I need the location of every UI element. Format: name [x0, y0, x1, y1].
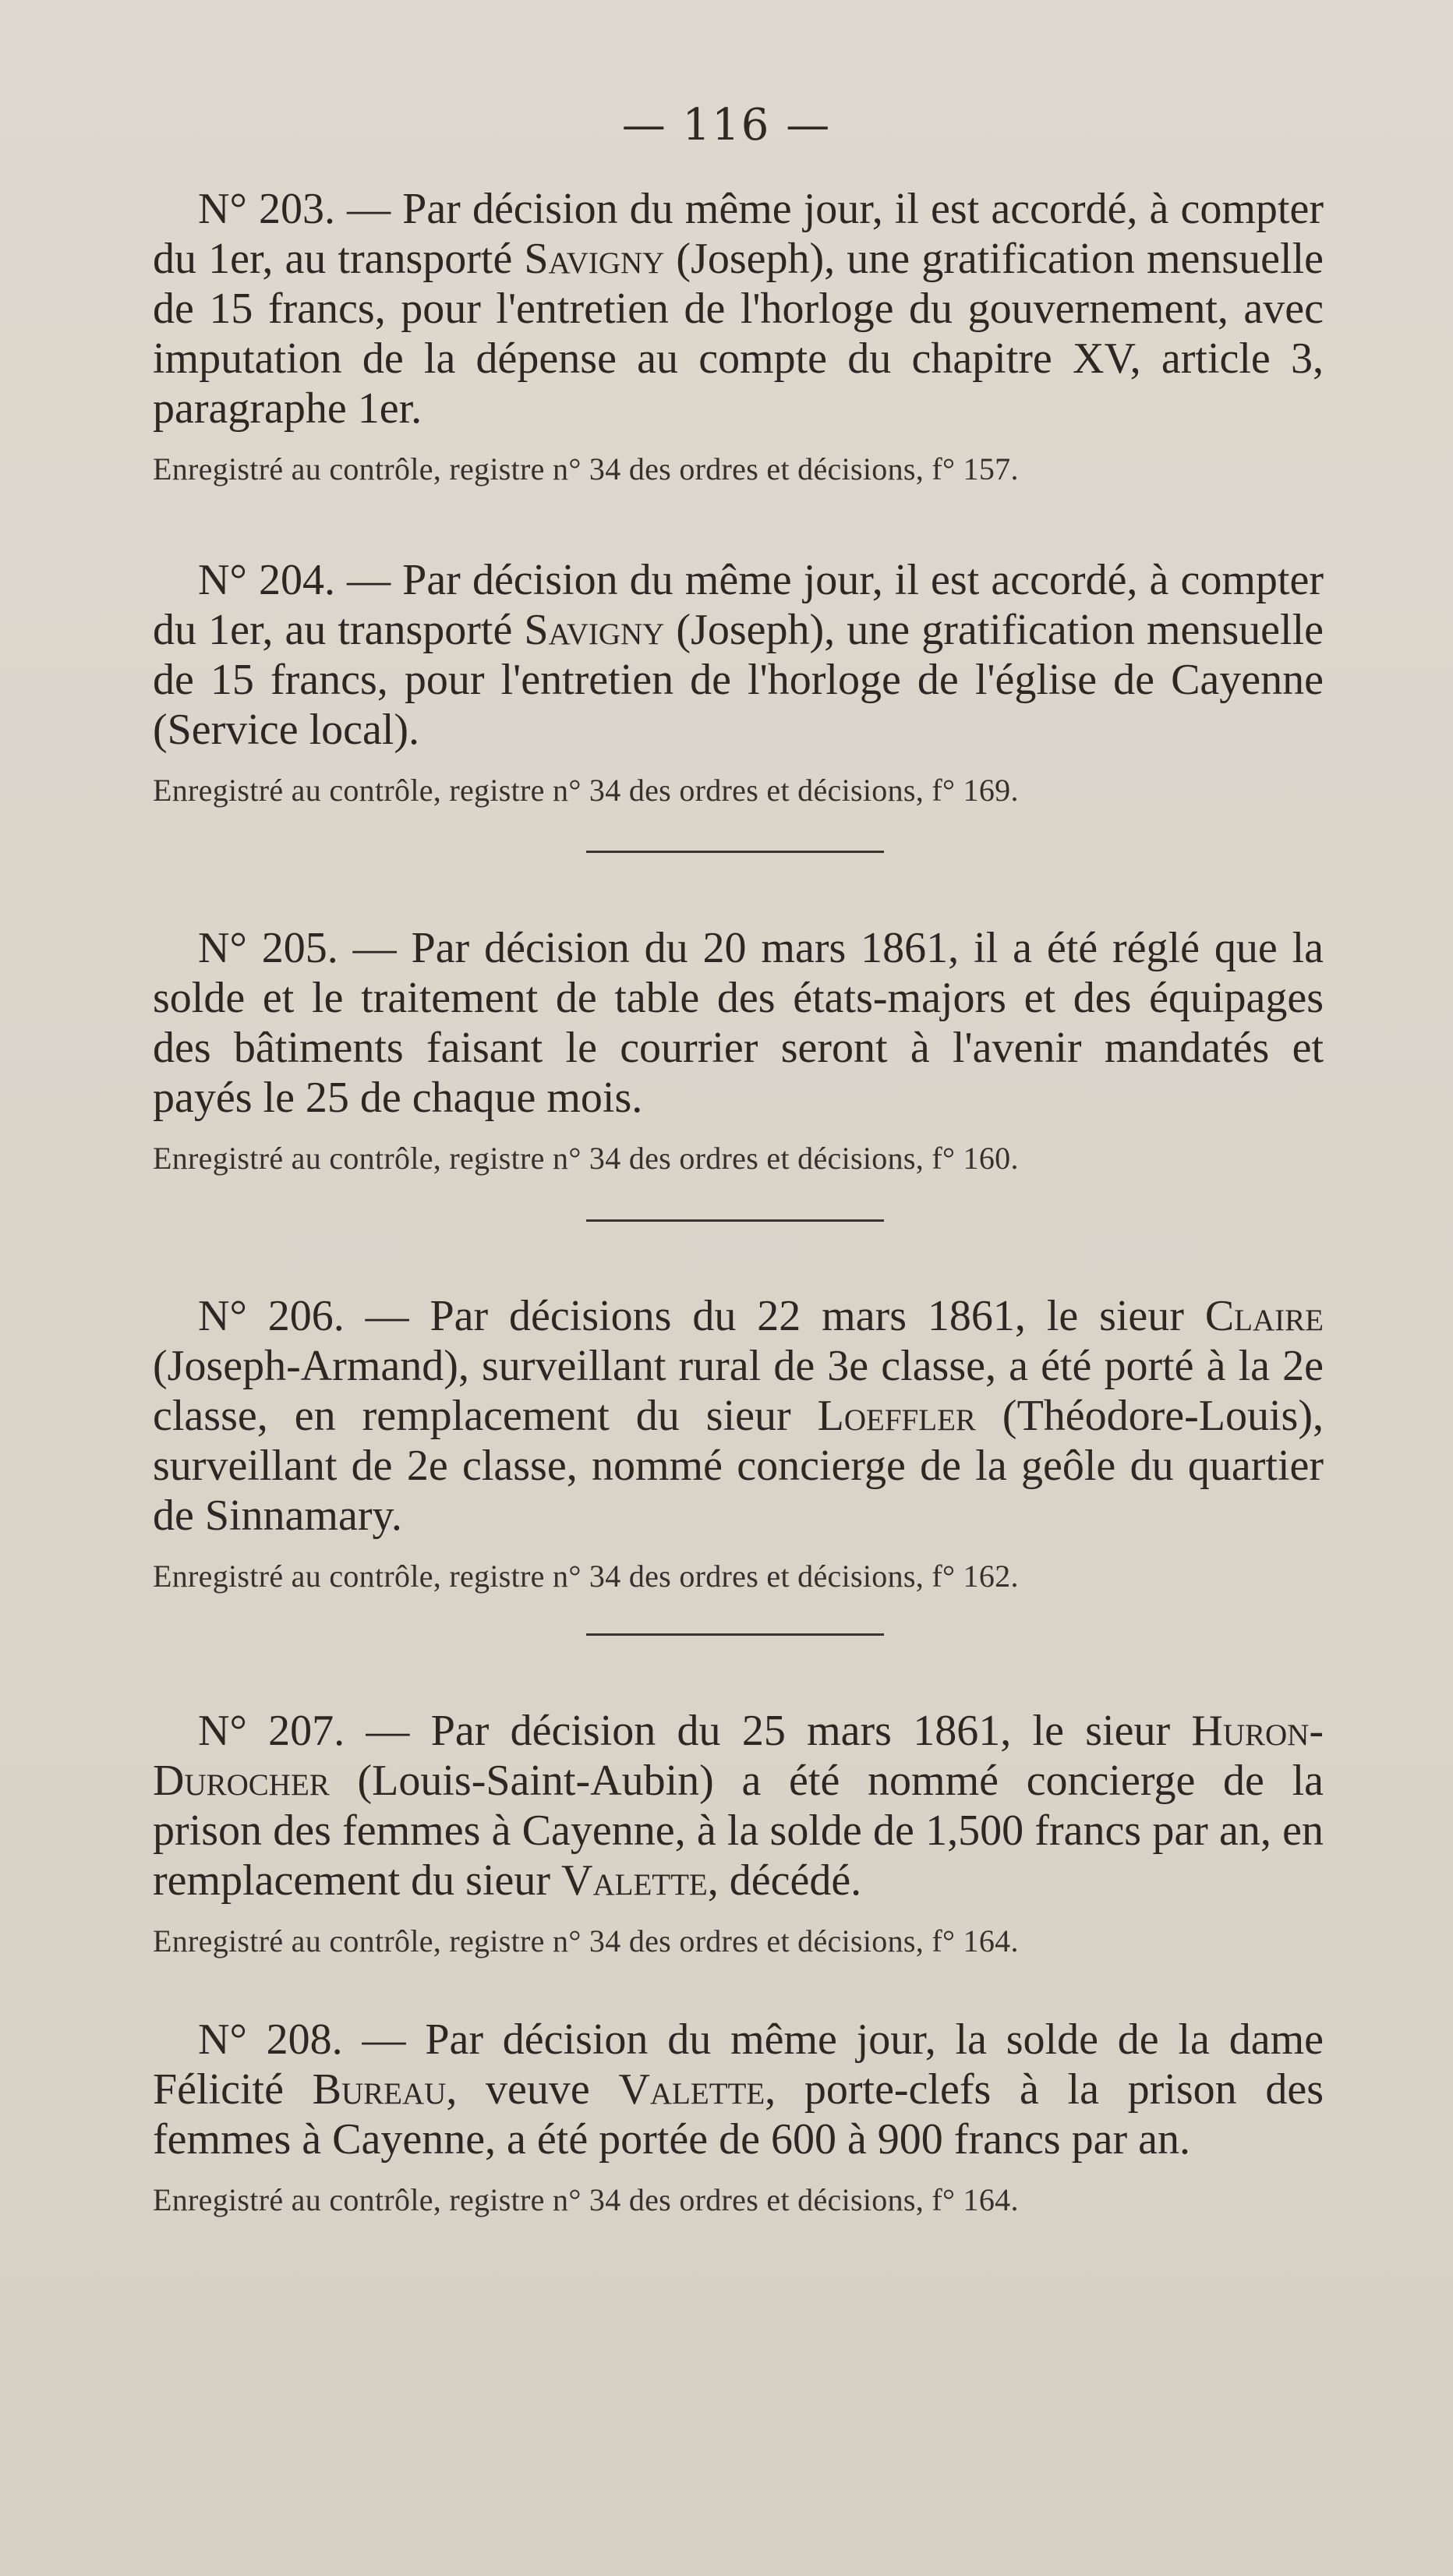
decision-text: N° 205. — Par décision du 20 mars 1861, il a été réglé que la solde et le traitement de table des états-majors et des équipages des bâtiments faisant le courrier seront à l'avenir mandatés et payés le 25 de chaque mois.: [153, 924, 1324, 1122]
decision-text: N° 206. — Par décisions du 22 mars 1861, le sieur Claire (Joseph-Armand), surveillant rural de 3e classe, a été porté à la 2e classe, en remplacement du sieur Loeffler (Théodore-Louis), surveillant de 2e classe, nommé concierge de la geôle du quartier de Sinnamary.: [153, 1292, 1324, 1540]
registration-note: Enregistré au contrôle, registre n° 34 des ordres et décisions, f° 164.: [153, 1923, 1019, 1959]
registration-note: Enregistré au contrôle, registre n° 34 des ordres et décisions, f° 162.: [153, 1559, 1019, 1594]
person-name: Huron-Durocher: [153, 1707, 1324, 1805]
decision-entry-203: [153, 184, 1324, 488]
decision-text: N° 203. — Par décision du même jour, il est accordé, à compter du 1er, au transporté Savigny (Joseph), une gratification mensuelle de 15 francs, pour l'entretien de l'horloge du gouvernement, avec imputation de la dépense au compte du chapitre XV, article 3, paragraphe 1er.: [153, 185, 1324, 433]
registration-note: Enregistré au contrôle, registre n° 34 des ordres et décisions, f° 157.: [153, 451, 1019, 487]
decision-text: N° 207. — Par décision du 25 mars 1861, le sieur Huron-Durocher (Louis-Saint-Aubin) a été nommé concierge de la prison des femmes à Cayenne, à la solde de 1,500 francs par an, en remplacement du sieur Valette, décédé.: [153, 1707, 1324, 1905]
person-name: Loeffler: [817, 1392, 976, 1440]
decision-entry-204: [153, 555, 1324, 809]
person-name: Savigny: [524, 235, 665, 283]
decision-text: N° 204. — Par décision du même jour, il est accordé, à compter du 1er, au transporté Savigny (Joseph), une gratification mensuelle de 15 francs, pour l'entretien de l'horloge de l'église de Cayenne (Service local).: [153, 556, 1324, 754]
decision-number: N° 207.: [198, 1707, 345, 1755]
section-divider: [586, 1633, 884, 1636]
registration-note: Enregistré au contrôle, registre n° 34 des ordres et décisions, f° 160.: [153, 1141, 1019, 1176]
decision-entry-208: [153, 2015, 1324, 2219]
section-divider: [586, 851, 884, 853]
decision-number: N° 208.: [198, 2015, 343, 2064]
person-name: Valette: [561, 1856, 708, 1905]
decision-entry-206: [153, 1291, 1324, 1595]
decision-entry-205: [153, 923, 1324, 1177]
decision-number: N° 206.: [198, 1292, 345, 1340]
decision-entry-207: [153, 1706, 1324, 1960]
registration-note: Enregistré au contrôle, registre n° 34 des ordres et décisions, f° 164.: [153, 2182, 1019, 2217]
decision-number: N° 205.: [198, 924, 338, 972]
person-name: Bureau: [312, 2065, 447, 2114]
person-name: Savigny: [524, 606, 665, 654]
person-name: Valette: [618, 2065, 765, 2114]
registration-note: Enregistré au contrôle, registre n° 34 des ordres et décisions, f° 169.: [153, 773, 1019, 808]
decision-text: N° 208. — Par décision du même jour, la solde de la dame Félicité Bureau, veuve Valette, porte-clefs à la prison des femmes à Cayenne, a été portée de 600 à 900 francs par an.: [153, 2015, 1324, 2164]
section-divider: [586, 1219, 884, 1222]
person-name: Claire: [1204, 1292, 1324, 1340]
decision-number: N° 203.: [198, 185, 335, 233]
decision-number: N° 204.: [198, 556, 335, 604]
page-number-header: — 116 —: [621, 100, 832, 150]
